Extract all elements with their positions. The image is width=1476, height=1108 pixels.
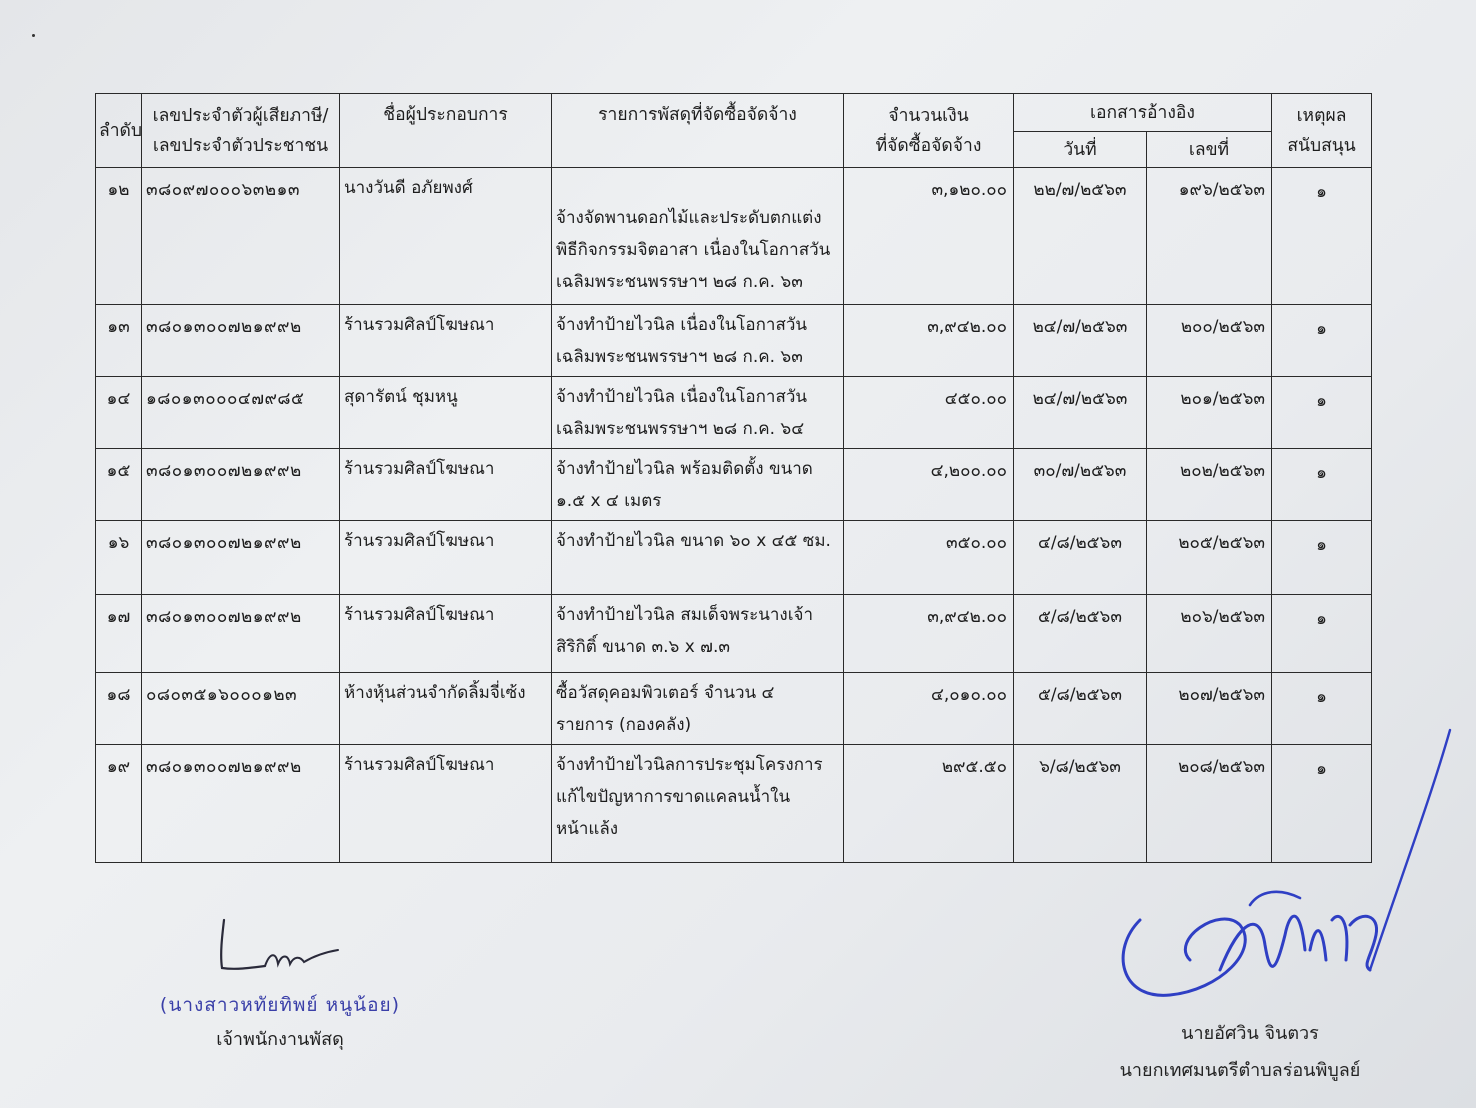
row-amount: ๔๕๐.๐๐ (844, 377, 1014, 449)
row-taxid: ๓๘๐๑๓๐๐๗๒๑๙๙๒ (142, 745, 340, 863)
header-amount (844, 94, 1014, 168)
table-row (96, 377, 1372, 449)
row-amount: ๔,๐๑๐.๐๐ (844, 673, 1014, 745)
row-amount: ๓,๙๔๒.๐๐ (844, 305, 1014, 377)
staff-title: เจ้าพนักงานพัสดุ (216, 1029, 344, 1050)
row-reason: ๑ (1272, 521, 1372, 595)
row-item-line: เฉลิมพระชนพรรษาฯ ๒๘ ก.ค. ๖๓ (556, 347, 803, 367)
row-ref-no: ๑๙๖/๒๕๖๓ (1147, 168, 1272, 305)
table-row (96, 595, 1372, 673)
table-row (96, 168, 1372, 305)
table-row (96, 449, 1372, 521)
row-taxid: ๓๘๐๑๓๐๐๗๒๑๙๙๒ (142, 305, 340, 377)
header-reason-line1: เหตุผล (1296, 105, 1347, 126)
row-reason: ๑ (1272, 449, 1372, 521)
row-no: ๑๘ (96, 673, 142, 745)
row-date: ๕/๘/๒๕๖๓ (1014, 673, 1147, 745)
row-vendor: ร้านรวมศิลป์โฆษณา (340, 595, 552, 673)
row-date: ๔/๘/๒๕๖๓ (1014, 521, 1147, 595)
paper-speck (32, 34, 35, 37)
mayor-signature (1100, 720, 1460, 1020)
row-date: ๒๒/๗/๒๕๖๓ (1014, 168, 1147, 305)
header-taxid (142, 94, 340, 168)
row-item-line: แก้ไขปัญหาการขาดแคลนน้ำใน (556, 787, 791, 807)
header-amount-line2: ที่จัดซื้อจัดจ้าง (875, 135, 982, 156)
row-ref-no: ๒๐๐/๒๕๖๓ (1147, 305, 1272, 377)
header-ref: เอกสารอ้างอิง (1014, 94, 1272, 132)
header-ref-date: วันที่ (1014, 132, 1147, 168)
row-item (552, 595, 844, 673)
row-ref-no: ๒๐๕/๒๕๖๓ (1147, 521, 1272, 595)
row-item (552, 305, 844, 377)
row-item-line: ซื้อวัสดุคอมพิวเตอร์ จำนวน ๔ (556, 683, 775, 703)
row-item (552, 745, 844, 863)
header-item: รายการพัสดุที่จัดซื้อจัดจ้าง (552, 94, 844, 168)
row-taxid: ๓๘๐๙๗๐๐๐๖๓๒๑๓ (142, 168, 340, 305)
row-taxid: ๓๘๐๑๓๐๐๗๒๑๙๙๒ (142, 449, 340, 521)
row-vendor: ร้านรวมศิลป์โฆษณา (340, 305, 552, 377)
staff-name: (นางสาวหทัยทิพย์ หนูน้อย) (159, 994, 401, 1016)
row-taxid: ๐๘๐๓๕๑๖๐๐๐๑๒๓ (142, 673, 340, 745)
row-ref-no: ๒๐๑/๒๕๖๓ (1147, 377, 1272, 449)
row-item (552, 168, 844, 305)
row-item-line: จ้างทำป้ายไวนิล ขนาด ๖๐ x ๔๕ ซม. (556, 531, 831, 551)
row-ref-no: ๒๐๒/๒๕๖๓ (1147, 449, 1272, 521)
header-amount-line1: จำนวนเงิน (888, 105, 969, 126)
row-amount: ๔,๒๐๐.๐๐ (844, 449, 1014, 521)
row-item (552, 449, 844, 521)
row-reason: ๑ (1272, 595, 1372, 673)
header-taxid-line2: เลขประจำตัวประชาชน (152, 135, 329, 156)
row-item (552, 673, 844, 745)
row-date: ๓๐/๗/๒๕๖๓ (1014, 449, 1147, 521)
row-item-line: จ้างจัดพานดอกไม้และประดับตกแต่ง (556, 208, 822, 228)
table-row (96, 521, 1372, 595)
row-item-line: เฉลิมพระชนพรรษาฯ ๒๘ ก.ค. ๖๓ (556, 272, 803, 292)
header-vendor: ชื่อผู้ประกอบการ (340, 94, 552, 168)
row-taxid: ๑๘๐๑๓๐๐๐๔๗๙๘๕ (142, 377, 340, 449)
row-taxid: ๓๘๐๑๓๐๐๗๒๑๙๙๒ (142, 521, 340, 595)
mayor-title: นายกเทศมนตรีตำบลร่อนพิบูลย์ (1119, 1060, 1361, 1081)
row-item-line: จ้างทำป้ายไวนิล พร้อมติดตั้ง ขนาด (556, 459, 813, 479)
row-no: ๑๕ (96, 449, 142, 521)
row-vendor: ห้างหุ้นส่วนจำกัดลิ้มจี่เซ้ง (340, 673, 552, 745)
row-item-line: จ้างทำป้ายไวนิลการประชุมโครงการ (556, 755, 823, 775)
row-item (552, 521, 844, 595)
row-ref-no: ๒๐๗/๒๕๖๓ (1147, 673, 1272, 745)
row-date: ๕/๘/๒๕๖๓ (1014, 595, 1147, 673)
row-item-line: จ้างทำป้ายไวนิล เนื่องในโอกาสวัน (556, 315, 807, 335)
row-item-line: พิธีกิจกรรมจิตอาสา เนื่องในโอกาสวัน (556, 240, 831, 260)
header-reason (1272, 94, 1372, 168)
row-amount: ๒๙๕.๕๐ (844, 745, 1014, 863)
row-item-line: ๑.๕ x ๔ เมตร (556, 491, 662, 511)
row-vendor: นางวันดี อภัยพงศ์ (340, 168, 552, 305)
row-vendor: ร้านรวมศิลป์โฆษณา (340, 745, 552, 863)
row-item-line (556, 172, 839, 202)
row-date: ๒๔/๗/๒๕๖๓ (1014, 377, 1147, 449)
row-no: ๑๖ (96, 521, 142, 595)
row-item-line: รายการ (กองคลัง) (556, 715, 692, 735)
header-reason-line2: สนับสนุน (1287, 135, 1356, 156)
row-reason: ๑ (1272, 305, 1372, 377)
row-item-line: หน้าแล้ง (556, 819, 619, 839)
row-vendor: ร้านรวมศิลป์โฆษณา (340, 521, 552, 595)
row-amount: ๓,๑๒๐.๐๐ (844, 168, 1014, 305)
row-no: ๑๒ (96, 168, 142, 305)
row-date: ๖/๘/๒๕๖๓ (1014, 745, 1147, 863)
header-ref-no: เลขที่ (1147, 132, 1272, 168)
staff-signature (210, 912, 350, 982)
row-ref-no: ๒๐๘/๒๕๖๓ (1147, 745, 1272, 863)
row-no: ๑๗ (96, 595, 142, 673)
row-reason: ๑ (1272, 745, 1372, 863)
row-amount: ๓๕๐.๐๐ (844, 521, 1014, 595)
row-reason: ๑ (1272, 673, 1372, 745)
row-date: ๒๔/๗/๒๕๖๓ (1014, 305, 1147, 377)
row-no: ๑๙ (96, 745, 142, 863)
row-item-line: เฉลิมพระชนพรรษาฯ ๒๘ ก.ค. ๖๔ (556, 419, 805, 439)
row-vendor: ร้านรวมศิลป์โฆษณา (340, 449, 552, 521)
row-no: ๑๔ (96, 377, 142, 449)
mayor-name: นายอัศวิน จินตวร (1181, 1023, 1319, 1044)
row-reason: ๑ (1272, 168, 1372, 305)
row-item (552, 377, 844, 449)
row-vendor: สุดารัตน์ ชุมหนู (340, 377, 552, 449)
row-no: ๑๓ (96, 305, 142, 377)
row-taxid: ๓๘๐๑๓๐๐๗๒๑๙๙๒ (142, 595, 340, 673)
header-taxid-line1: เลขประจำตัวผู้เสียภาษี/ (152, 105, 329, 126)
row-ref-no: ๒๐๖/๒๕๖๓ (1147, 595, 1272, 673)
header-no: ลำดับ (96, 94, 142, 168)
row-amount: ๓,๙๔๒.๐๐ (844, 595, 1014, 673)
row-item-line: จ้างทำป้ายไวนิล สมเด็จพระนางเจ้า (556, 605, 814, 625)
row-reason: ๑ (1272, 377, 1372, 449)
row-item-line: สิริกิติ์ ขนาด ๓.๖ x ๗.๓ (556, 637, 730, 657)
table-row (96, 305, 1372, 377)
row-item-line: จ้างทำป้ายไวนิล เนื่องในโอกาสวัน (556, 387, 807, 407)
